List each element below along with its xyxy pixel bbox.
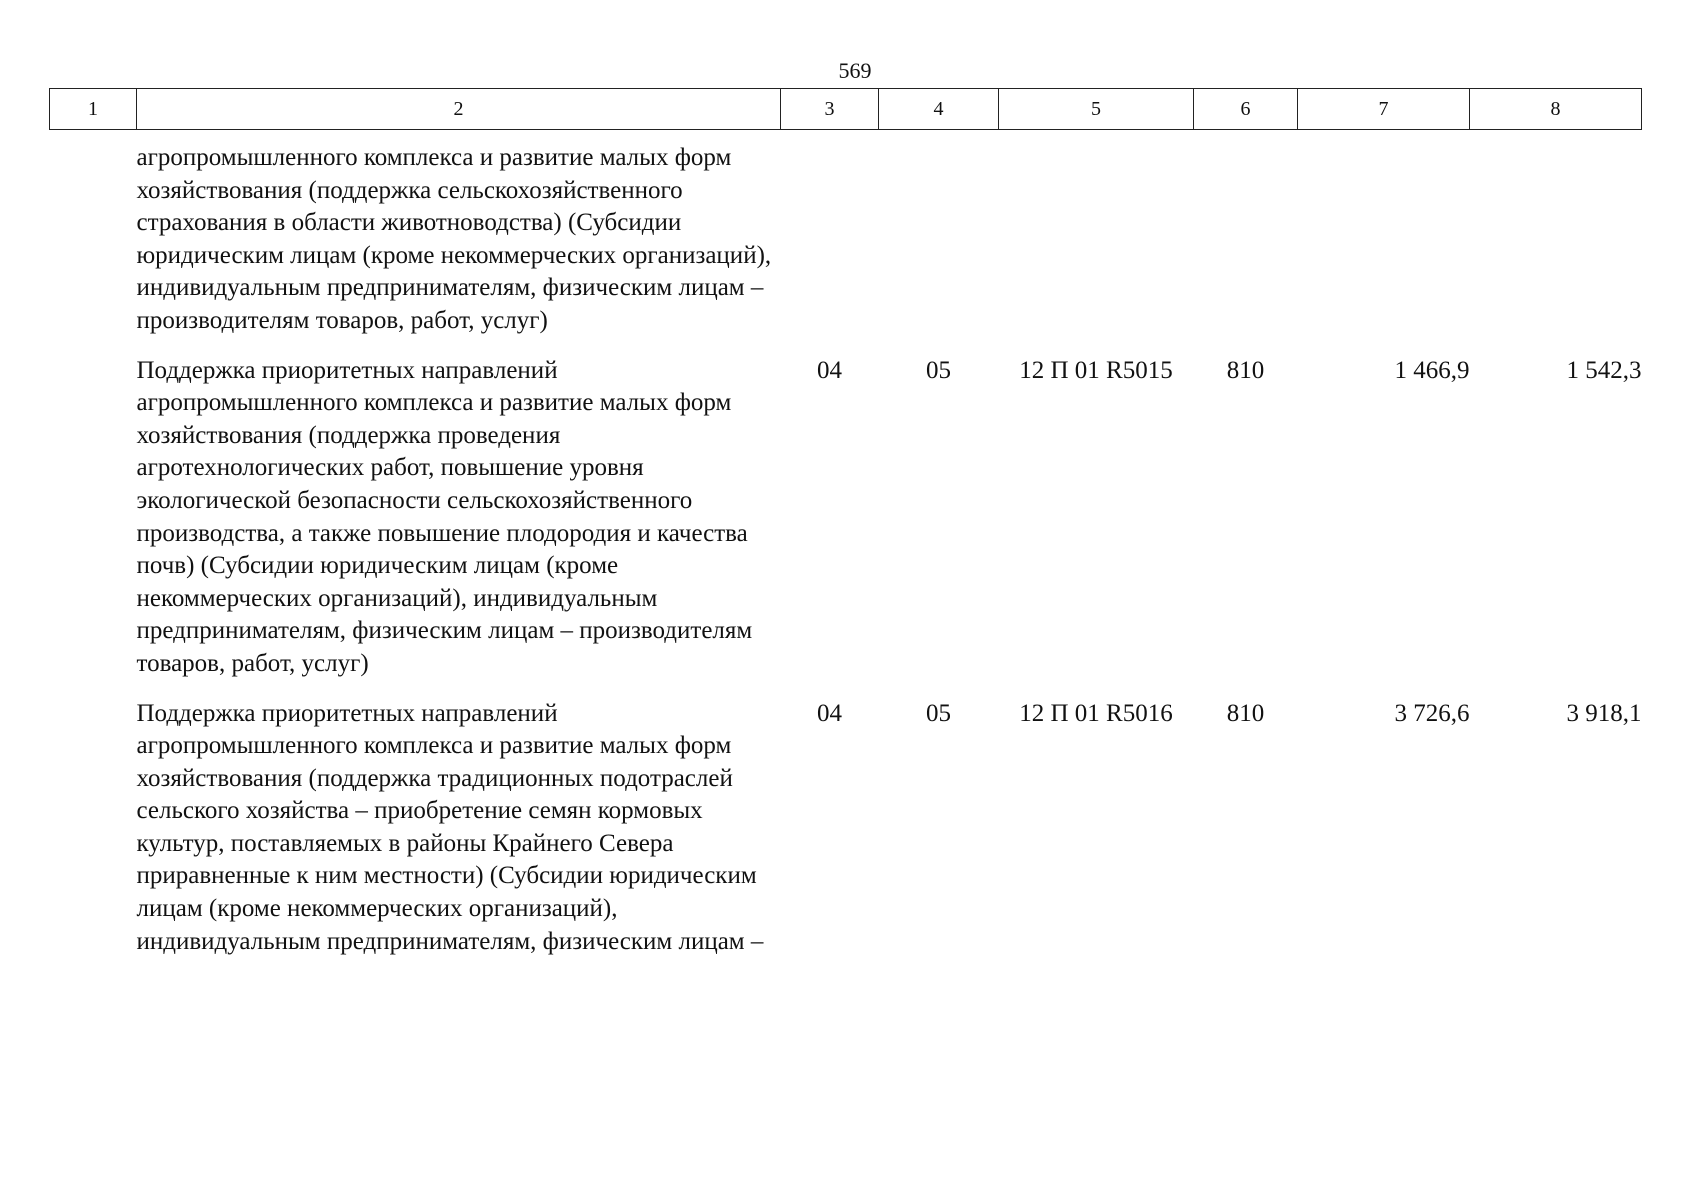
table-row (50, 338, 1642, 681)
table-row (50, 130, 1642, 338)
subsection-code: 05 (926, 699, 951, 727)
amount-year-2 (1470, 130, 1642, 338)
row-number (50, 681, 137, 959)
subsection-code: 05 (926, 356, 951, 384)
header-row (50, 89, 1642, 130)
subsection-code (879, 130, 999, 338)
row-number (50, 130, 137, 338)
amount-year-2: 1 542,3 (1566, 356, 1642, 384)
row-description: Поддержка приоритетных направлений агропромышленного комплекса и развитие малых форм хозяйствования (поддержка традиционных подотраслей сельского хозяйства – приобретение семян кормовых культур, поставляемых в районы Крайнего Севера приравненные к ним местности) (Субсидии юридическим лицам (кроме некоммерческих организаций), индивидуальным предпринимателям, физическим лицам – (136, 699, 764, 955)
amount-year-1: 1 466,9 (1394, 356, 1470, 384)
header-col-5: 5 (999, 89, 1194, 130)
table-header (50, 89, 1642, 130)
expense-type-code: 810 (1226, 699, 1265, 727)
header-col-2: 2 (137, 89, 781, 130)
section-code (781, 130, 879, 338)
header-col-3: 3 (781, 89, 879, 130)
row-description: Поддержка приоритетных направлений агропромышленного комплекса и развитие малых форм хозяйствования (поддержка проведения агротехнологических работ, повышение уровня экологической безопасности сельскохозяйственного производства, а также повышение плодородия и качества почв) (Субсидии юридическим лицам (кроме некоммерческих организаций), индивидуальным предпринимателям, физическим лицам – производителям товаров, работ, услуг) (136, 356, 753, 677)
row-description: агропромышленного комплекса и развитие малых форм хозяйствования (поддержка сельскохозяйственного страхования в области животноводства) (Субсидии юридическим лицам (кроме некоммерческих организаций), индивидуальным предпринимателям, физическим лицам – производителям товаров, работ, услуг) (136, 144, 772, 334)
header-col-7: 7 (1298, 89, 1470, 130)
amount-year-1: 3 726,6 (1394, 699, 1470, 727)
amount-year-2: 3 918,1 (1566, 699, 1642, 727)
header-col-1: 1 (50, 89, 137, 130)
budget-table (49, 88, 1642, 958)
table-body (50, 130, 1642, 959)
amount-year-1 (1298, 130, 1470, 338)
row-number (50, 338, 137, 681)
expense-type-code: 810 (1226, 356, 1265, 384)
header-col-4: 4 (879, 89, 999, 130)
expense-type-code (1194, 130, 1298, 338)
section-code: 04 (817, 699, 842, 727)
target-article-code: 12 П 01 R5016 (1019, 699, 1173, 727)
header-col-8: 8 (1470, 89, 1642, 130)
target-article-code: 12 П 01 R5015 (1019, 356, 1173, 384)
header-col-6: 6 (1194, 89, 1298, 130)
page-number: 569 (838, 58, 872, 83)
section-code: 04 (817, 356, 842, 384)
table-row (50, 681, 1642, 959)
target-article-code (999, 130, 1194, 338)
